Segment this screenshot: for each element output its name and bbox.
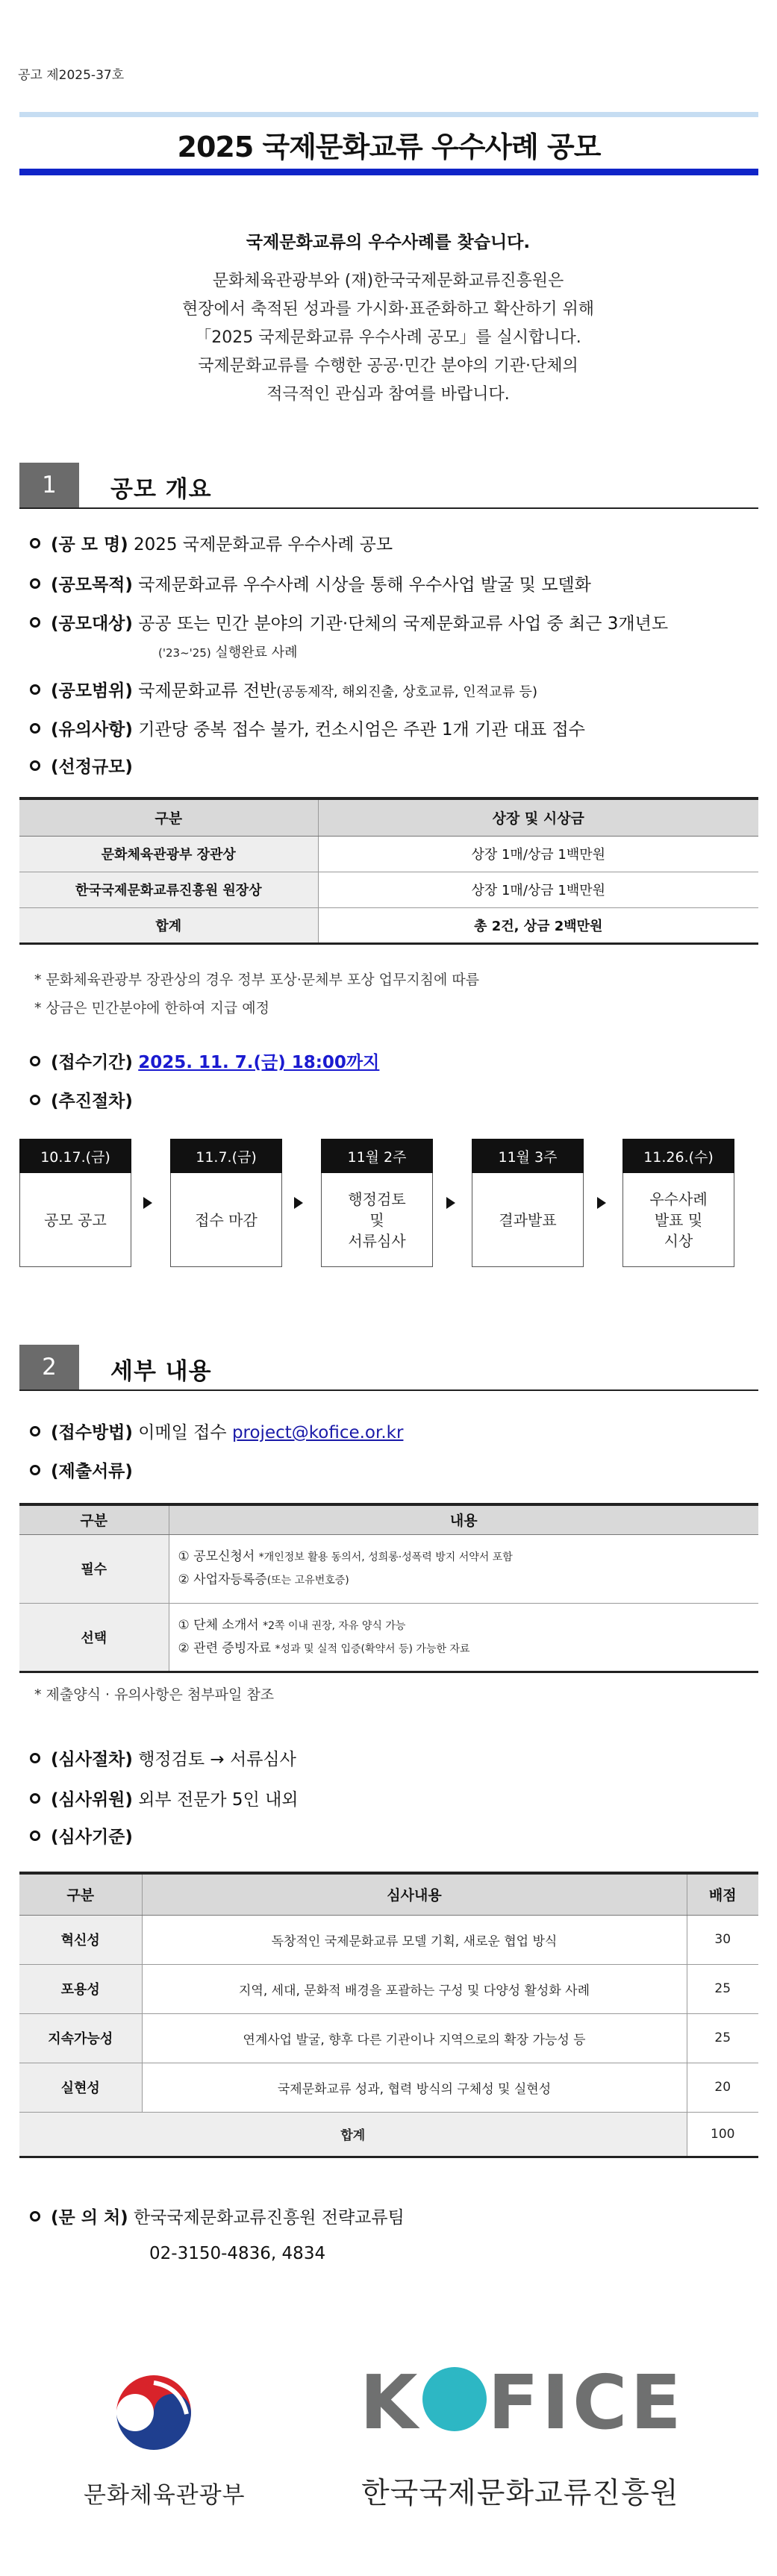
table-header: 내용 <box>169 1504 758 1534</box>
table-header: 상장 및 시상금 <box>318 798 758 836</box>
table-cell: 문화체육관광부 장관상 <box>19 836 318 872</box>
table-cell: 실현성 <box>19 2063 142 2112</box>
intro-line: 「2025 국제문화교류 우수사례 공모」를 실시합니다. <box>195 328 581 347</box>
bullet-label: (공모대상) <box>51 614 133 634</box>
step-date: 11.26.(수) <box>622 1139 734 1173</box>
doc-item: ② 관련 증빙자료 *성과 및 실적 입증(확약서 등) 가능한 자료 <box>178 1640 470 1656</box>
table-row <box>19 1534 758 1603</box>
process-step <box>170 1139 282 1267</box>
table-row <box>19 836 758 872</box>
step-date: 10.17.(금) <box>19 1139 131 1173</box>
table-cell <box>169 1603 758 1672</box>
arrow-right-icon <box>446 1197 455 1209</box>
circle-bullet-icon <box>30 617 40 628</box>
step-text: 접수 마감 <box>195 1210 258 1229</box>
table-cell: 총 2건, 상금 2백만원 <box>318 907 758 943</box>
step-text: 결과발표 <box>499 1210 557 1229</box>
documents-table <box>19 1503 758 1673</box>
kofice-logo: K FICE <box>360 2359 684 2446</box>
table-cell: 독창적인 국제문화교류 모델 기획, 새로운 협업 방식 <box>142 1915 687 1964</box>
process-step <box>622 1139 734 1267</box>
bullet-review-process <box>30 1748 296 1772</box>
section-1-title: 공모 개요 <box>110 476 212 503</box>
table-cell: 상장 1매/상금 1백만원 <box>318 872 758 907</box>
doc-item: ① 단체 소개서 *2쪽 이내 권장, 자유 양식 가능 <box>178 1617 406 1633</box>
bullet-value: 공공 또는 민간 분야의 기관·단체의 국제문화교류 사업 중 최근 3개년도 <box>138 614 669 634</box>
step-body <box>622 1173 734 1267</box>
step-text: 발표 및 <box>654 1210 703 1229</box>
bullet-small: (공동제작, 해외진출, 상호교류, 인적교류 등) <box>276 684 537 700</box>
section-2-rule <box>19 1389 758 1391</box>
step-text: 행정검토 <box>348 1189 406 1208</box>
table-cell: 한국국제문화교류진흥원 원장상 <box>19 872 318 907</box>
contact-email-link[interactable]: project@kofice.or.kr <box>231 1423 404 1442</box>
table-total-row <box>19 2112 758 2157</box>
document-title: 2025 국제문화교류 우수사례 공모 <box>177 131 601 163</box>
table-cell: 포용성 <box>19 1964 142 2013</box>
step-body <box>321 1173 433 1267</box>
circle-bullet-icon <box>30 538 40 548</box>
circle-bullet-icon <box>30 1056 40 1066</box>
documents-note: * 제출양식 · 유의사항은 첨부파일 참조 <box>34 1686 275 1703</box>
table-header: 심사내용 <box>142 1873 687 1915</box>
table-cell: 선택 <box>19 1603 169 1672</box>
table-row <box>19 1915 758 1964</box>
bullet-scale <box>30 755 133 779</box>
intro-body <box>90 267 687 409</box>
notice-number: 공고 제2025-37호 <box>18 68 125 83</box>
bullet-contact <box>30 2206 405 2230</box>
table-cell: 100 <box>687 2112 758 2157</box>
table-cell: 30 <box>687 1915 758 1964</box>
table-header: 배점 <box>687 1873 758 1915</box>
table-row <box>19 2013 758 2063</box>
process-step <box>321 1139 433 1267</box>
kofice-name: 한국국제문화교류진흥원 <box>361 2477 679 2510</box>
circle-bullet-icon <box>30 1793 40 1804</box>
bullet-label: (유의사항) <box>51 720 133 740</box>
doc-item: ② 사업자등록증(또는 고유번호증) <box>178 1572 349 1587</box>
table-cell: 25 <box>687 2013 758 2063</box>
bullet-value: 행정검토 → 서류심사 <box>138 1750 296 1769</box>
bullet-value: 이메일 접수 <box>138 1423 232 1442</box>
table-total-row <box>19 907 758 943</box>
step-body <box>170 1173 282 1267</box>
table-cell: 지속가능성 <box>19 2013 142 2063</box>
section-2-title: 세부 내용 <box>110 1358 212 1385</box>
mcst-taegeuk-logo-icon <box>109 2369 199 2459</box>
intro-line: 적극적인 관심과 참여를 바랍니다. <box>266 385 510 404</box>
table-row <box>19 2063 758 2112</box>
award-table <box>19 797 758 945</box>
circle-bullet-icon <box>30 1465 40 1475</box>
bullet-label: (추진절차) <box>51 1092 133 1111</box>
award-note: * 문화체육관광부 장관상의 경우 정부 포상·문체부 포상 업무지침에 따름 <box>34 972 480 988</box>
table-row <box>19 1603 758 1672</box>
mcst-name: 문화체육관광부 <box>84 2482 246 2509</box>
bullet-reviewers <box>30 1788 299 1812</box>
section-1-rule <box>19 507 758 509</box>
contact-phone: 02-3150-4836, 4834 <box>149 2244 326 2263</box>
criteria-table <box>19 1872 758 2158</box>
table-cell: 25 <box>687 1964 758 2013</box>
step-body <box>472 1173 584 1267</box>
step-date: 11월 3주 <box>472 1139 584 1173</box>
bullet-value: 2025 국제문화교류 우수사례 공모 <box>134 535 393 554</box>
target-sub-text: 실행완료 사례 <box>210 645 298 660</box>
circle-bullet-icon <box>30 1753 40 1763</box>
intro-heading: 국제문화교류의 우수사례를 찾습니다. <box>246 233 531 252</box>
step-date: 11월 2주 <box>321 1139 433 1173</box>
bullet-label: (공모목적) <box>51 575 133 595</box>
circle-bullet-icon <box>30 684 40 695</box>
bullet-label: (선정규모) <box>51 757 133 777</box>
circle-bullet-icon <box>30 578 40 589</box>
bullet-caution <box>30 718 585 742</box>
arrow-right-icon <box>597 1197 606 1209</box>
circle-bullet-icon <box>30 1095 40 1105</box>
table-cell: 지역, 세대, 문화적 배경을 포괄하는 구성 및 다양성 활성화 사례 <box>142 1964 687 2013</box>
bullet-purpose <box>30 573 591 597</box>
title-top-rule <box>19 112 758 117</box>
bullet-label: (심사절차) <box>51 1750 133 1769</box>
intro-line: 국제문화교류를 수행한 공공·민간 분야의 기관·단체의 <box>198 357 578 375</box>
section-1-number: 1 <box>19 463 79 507</box>
step-body <box>19 1173 131 1267</box>
bullet-label: (심사기준) <box>51 1828 133 1847</box>
circle-bullet-icon <box>30 1426 40 1437</box>
bullet-process <box>30 1090 133 1113</box>
table-header-row <box>19 798 758 836</box>
bullet-label: (공 모 명) <box>51 535 128 554</box>
arrow-right-icon <box>143 1197 152 1209</box>
step-text: 시상 <box>664 1231 693 1250</box>
doc-item: ① 공모신청서 *개인정보 활용 동의서, 성희롱·성폭력 방지 서약서 포함 <box>178 1549 513 1564</box>
bullet-value: 외부 전문가 5인 내외 <box>138 1790 299 1810</box>
step-date: 11.7.(금) <box>170 1139 282 1173</box>
circle-bullet-icon <box>30 760 40 771</box>
circle-bullet-icon <box>30 1831 40 1841</box>
bullet-label: (제출서류) <box>51 1462 133 1481</box>
bullet-label: (심사위원) <box>51 1790 133 1810</box>
bullet-value: 기관당 중복 접수 불가, 컨소시엄은 주관 1개 기관 대표 접수 <box>138 720 585 740</box>
table-row <box>19 872 758 907</box>
circle-bullet-icon <box>30 723 40 734</box>
bullet-criteria <box>30 1825 133 1849</box>
table-row <box>19 1964 758 2013</box>
bullet-method <box>30 1421 403 1445</box>
bullet-value: 국제문화교류 전반 <box>138 681 277 701</box>
intro-line: 문화체육관광부와 (재)한국국제문화교류진흥원은 <box>212 272 564 290</box>
award-note: * 상금은 민간분야에 한하여 지급 예정 <box>34 1000 270 1016</box>
table-cell: 혁신성 <box>19 1915 142 1964</box>
table-cell: 20 <box>687 2063 758 2112</box>
table-cell: 국제문화교류 성과, 협력 방식의 구체성 및 실현성 <box>142 2063 687 2112</box>
arrow-right-icon <box>294 1197 303 1209</box>
table-cell: 상장 1매/상금 1백만원 <box>318 836 758 872</box>
table-header-row <box>19 1504 758 1534</box>
kofice-o-circle-icon <box>422 2367 487 2431</box>
table-cell: 연계사업 발굴, 향후 다른 기관이나 지역으로의 확장 가능성 등 <box>142 2013 687 2063</box>
bullet-contest-name <box>30 533 393 557</box>
bullet-label: (문 의 처) <box>51 2208 128 2228</box>
bullet-label: (접수기간) <box>51 1053 133 1072</box>
table-header: 구분 <box>19 1504 169 1534</box>
process-step <box>472 1139 584 1267</box>
table-cell <box>169 1534 758 1603</box>
step-text: 우수사례 <box>649 1189 708 1208</box>
process-step <box>19 1139 131 1267</box>
step-text: 공모 공고 <box>44 1210 107 1229</box>
table-header: 구분 <box>19 1873 142 1915</box>
target-years: ('23~'25) <box>158 646 211 660</box>
deadline-value: 2025. 11. 7.(금) 18:00까지 <box>138 1053 380 1072</box>
section-2-number: 2 <box>19 1345 79 1389</box>
intro-line: 현장에서 축적된 성과를 가시화·표준화하고 확산하기 위해 <box>181 300 594 319</box>
table-cell: 합계 <box>19 907 318 943</box>
bullet-docs <box>30 1460 133 1484</box>
table-header: 구분 <box>19 798 318 836</box>
table-header-row <box>19 1873 758 1915</box>
bullet-scope <box>30 679 537 704</box>
title-bottom-rule <box>19 169 758 175</box>
bullet-deadline <box>30 1051 379 1075</box>
step-text: 및 <box>369 1210 384 1229</box>
step-text: 서류심사 <box>348 1231 406 1250</box>
bullet-label: (공모범위) <box>51 681 133 701</box>
target-subline <box>158 642 297 661</box>
bullet-target <box>30 612 668 636</box>
bullet-label: (접수방법) <box>51 1423 133 1442</box>
bullet-value: 국제문화교류 우수사례 시상을 통해 우수사업 발굴 및 모델화 <box>138 575 591 595</box>
table-cell: 합계 <box>19 2112 687 2157</box>
circle-bullet-icon <box>30 2211 40 2222</box>
bullet-value: 한국국제문화교류진흥원 전략교류팀 <box>134 2208 405 2228</box>
table-cell: 필수 <box>19 1534 169 1603</box>
